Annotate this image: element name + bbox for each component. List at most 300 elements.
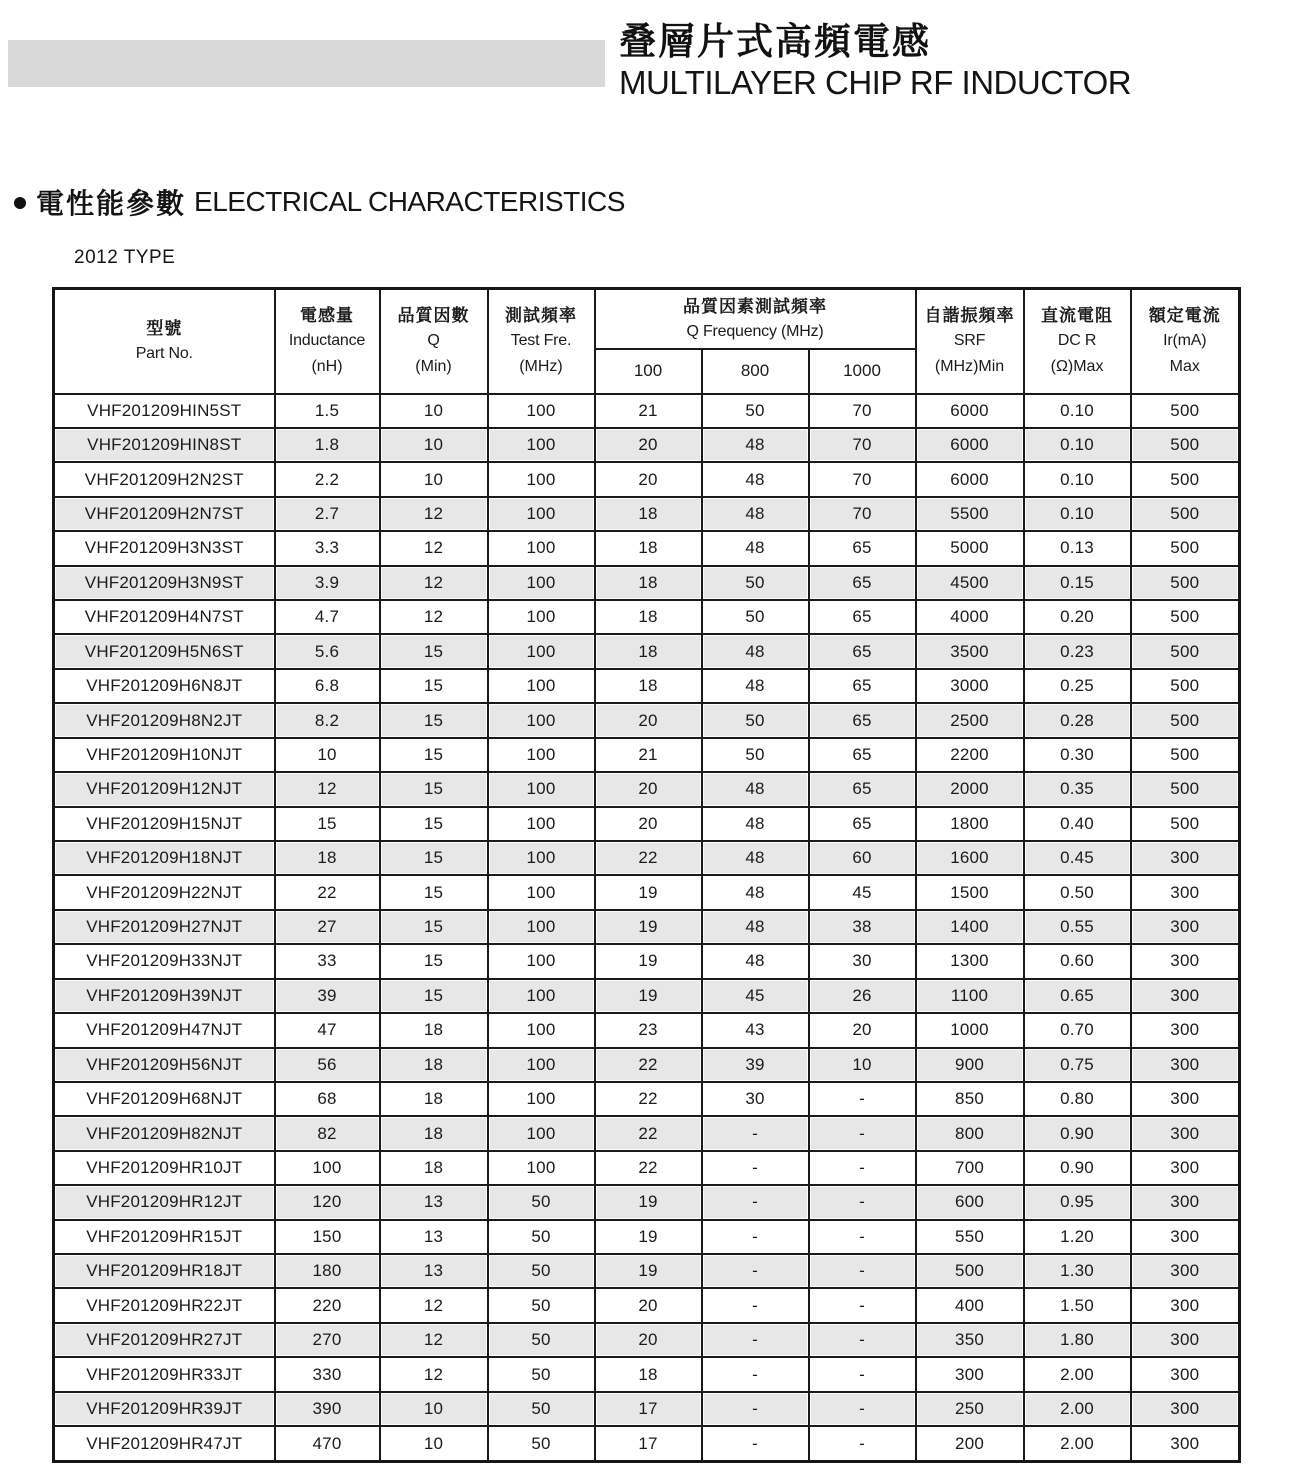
cell-value: 15 (380, 875, 488, 909)
title-chinese: 叠層片式高頻電感 (619, 21, 931, 62)
cell-value: 1.80 (1024, 1323, 1131, 1357)
cell-value: 15 (380, 979, 488, 1013)
cell-value: 70 (809, 428, 916, 462)
cell-value: 100 (488, 910, 595, 944)
cell-value: 0.95 (1024, 1185, 1131, 1219)
cell-value: 15 (380, 738, 488, 772)
table-row (54, 1116, 1240, 1150)
cell-part-no: VHF201209H8N2JT (54, 703, 275, 737)
cell-value: 0.65 (1024, 979, 1131, 1013)
cell-value: 390 (275, 1392, 380, 1426)
cell-value: 500 (1131, 394, 1240, 428)
cell-value: - (809, 1254, 916, 1288)
cell-value: 30 (809, 944, 916, 978)
cell-value: 270 (275, 1323, 380, 1357)
cell-value: 0.30 (1024, 738, 1131, 772)
table-row (54, 1392, 1240, 1426)
cell-value: 2.00 (1024, 1426, 1131, 1461)
cell-value: 0.10 (1024, 428, 1131, 462)
cell-value: 550 (916, 1220, 1024, 1254)
cell-value: 180 (275, 1254, 380, 1288)
q-label-en: Q (427, 332, 440, 350)
cell-value: 18 (595, 531, 702, 565)
cell-value: 39 (702, 1048, 809, 1082)
cell-value: 800 (916, 1116, 1024, 1150)
q-freq-group-label-en: Q Frequency (MHz) (686, 322, 824, 340)
column-header-part-no (54, 289, 275, 394)
cell-value: 30 (702, 1082, 809, 1116)
cell-value: 6000 (916, 462, 1024, 496)
cell-value: 2000 (916, 772, 1024, 806)
cell-value: 18 (595, 497, 702, 531)
cell-value: 0.80 (1024, 1082, 1131, 1116)
cell-part-no: VHF201209HIN8ST (54, 428, 275, 462)
cell-value: 20 (595, 462, 702, 496)
cell-value: 22 (595, 1048, 702, 1082)
cell-value: 0.75 (1024, 1048, 1131, 1082)
cell-value: 300 (1131, 910, 1240, 944)
cell-value: 48 (702, 462, 809, 496)
cell-value: 100 (488, 807, 595, 841)
cell-value: 10 (809, 1048, 916, 1082)
cell-value: - (702, 1357, 809, 1391)
cell-value: 100 (488, 703, 595, 737)
cell-value: 50 (488, 1323, 595, 1357)
cell-value: 12 (380, 1288, 488, 1322)
table-row (54, 738, 1240, 772)
cell-value: 18 (595, 566, 702, 600)
cell-value: 700 (916, 1151, 1024, 1185)
cell-value: 300 (1131, 1082, 1240, 1116)
cell-value: 100 (488, 669, 595, 703)
cell-value: - (809, 1116, 916, 1150)
section-heading-english: ELECTRICAL CHARACTERISTICS (194, 186, 625, 217)
cell-part-no: VHF201209H68NJT (54, 1082, 275, 1116)
cell-value: 70 (809, 497, 916, 531)
cell-value: 12 (380, 1323, 488, 1357)
section-heading (12, 182, 625, 222)
cell-value: 100 (488, 738, 595, 772)
cell-value: - (809, 1323, 916, 1357)
cell-value: 18 (380, 1082, 488, 1116)
cell-value: 82 (275, 1116, 380, 1150)
cell-value: 1.50 (1024, 1288, 1131, 1322)
cell-value: 18 (595, 634, 702, 668)
cell-value: 48 (702, 841, 809, 875)
cell-value: 1.30 (1024, 1254, 1131, 1288)
table-row (54, 1185, 1240, 1219)
cell-value: 4500 (916, 566, 1024, 600)
cell-part-no: VHF201209HR39JT (54, 1392, 275, 1426)
cell-value: - (809, 1357, 916, 1391)
cell-value: 500 (1131, 807, 1240, 841)
rated-current-label-zh: 額定電流 (1148, 306, 1221, 326)
cell-value: 100 (488, 634, 595, 668)
table-row (54, 462, 1240, 496)
part-no-label-en: Part No. (135, 345, 193, 363)
cell-value: 120 (275, 1185, 380, 1219)
cell-value: 17 (595, 1392, 702, 1426)
cell-value: 48 (702, 634, 809, 668)
cell-value: - (702, 1392, 809, 1426)
cell-value: 100 (488, 497, 595, 531)
cell-part-no: VHF201209H82NJT (54, 1116, 275, 1150)
cell-value: 45 (702, 979, 809, 1013)
table-row (54, 1220, 1240, 1254)
cell-part-no: VHF201209H15NJT (54, 807, 275, 841)
cell-value: 1.20 (1024, 1220, 1131, 1254)
cell-value: 48 (702, 944, 809, 978)
cell-value: 19 (595, 944, 702, 978)
table-row (54, 497, 1240, 531)
cell-value: 300 (1131, 1048, 1240, 1082)
cell-value: 50 (488, 1185, 595, 1219)
cell-value: 8.2 (275, 703, 380, 737)
cell-value: 6.8 (275, 669, 380, 703)
cell-value: 10 (275, 738, 380, 772)
title-english: MULTILAYER CHIP RF INDUCTOR (619, 64, 1132, 101)
cell-value: 12 (380, 600, 488, 634)
cell-value: 0.45 (1024, 841, 1131, 875)
cell-value: 5000 (916, 531, 1024, 565)
inductance-label-zh: 電感量 (300, 306, 354, 326)
table-row (54, 428, 1240, 462)
cell-value: 48 (702, 807, 809, 841)
cell-part-no: VHF201209HR22JT (54, 1288, 275, 1322)
cell-value: 48 (702, 772, 809, 806)
cell-value: 500 (1131, 497, 1240, 531)
cell-part-no: VHF201209HR47JT (54, 1426, 275, 1461)
cell-part-no: VHF201209H27NJT (54, 910, 275, 944)
table-row (54, 772, 1240, 806)
cell-value: 27 (275, 910, 380, 944)
cell-value: 1.8 (275, 428, 380, 462)
cell-value: 4.7 (275, 600, 380, 634)
cell-value: 13 (380, 1254, 488, 1288)
cell-value: - (809, 1426, 916, 1461)
cell-value: 65 (809, 807, 916, 841)
cell-part-no: VHF201209HR18JT (54, 1254, 275, 1288)
cell-part-no: VHF201209HR10JT (54, 1151, 275, 1185)
cell-value: 0.13 (1024, 531, 1131, 565)
cell-value: 1000 (916, 1013, 1024, 1047)
cell-value: 0.20 (1024, 600, 1131, 634)
cell-value: - (702, 1288, 809, 1322)
table-row (54, 600, 1240, 634)
cell-value: 2.00 (1024, 1392, 1131, 1426)
table-row (54, 1288, 1240, 1322)
cell-value: 13 (380, 1220, 488, 1254)
cell-value: 45 (809, 875, 916, 909)
cell-part-no: VHF201209H39NJT (54, 979, 275, 1013)
cell-value: 100 (488, 1048, 595, 1082)
cell-value: 39 (275, 979, 380, 1013)
table-row (54, 1082, 1240, 1116)
cell-value: 50 (488, 1288, 595, 1322)
cell-value: 12 (380, 566, 488, 600)
cell-value: 4000 (916, 600, 1024, 634)
cell-value: - (809, 1220, 916, 1254)
cell-part-no: VHF201209HIN5ST (54, 394, 275, 428)
cell-value: 300 (1131, 1323, 1240, 1357)
cell-value: 65 (809, 600, 916, 634)
cell-value: 15 (380, 944, 488, 978)
cell-value: 300 (1131, 841, 1240, 875)
cell-value: 100 (488, 1116, 595, 1150)
cell-value: 26 (809, 979, 916, 1013)
table-row (54, 875, 1240, 909)
cell-value: 0.10 (1024, 394, 1131, 428)
cell-value: 0.40 (1024, 807, 1131, 841)
cell-value: - (702, 1185, 809, 1219)
cell-value: 100 (488, 531, 595, 565)
cell-part-no: VHF201209HR27JT (54, 1323, 275, 1357)
cell-value: 15 (380, 634, 488, 668)
cell-value: 65 (809, 566, 916, 600)
cell-value: 10 (380, 1426, 488, 1461)
column-header-srf (916, 289, 1024, 394)
cell-value: 65 (809, 772, 916, 806)
cell-value: 500 (1131, 669, 1240, 703)
table-row (54, 841, 1240, 875)
cell-value: 56 (275, 1048, 380, 1082)
cell-value: 48 (702, 428, 809, 462)
cell-value: 220 (275, 1288, 380, 1322)
cell-value: 48 (702, 497, 809, 531)
dcr-unit: (Ω)Max (1050, 358, 1104, 376)
cell-value: 15 (275, 807, 380, 841)
cell-value: 2.2 (275, 462, 380, 496)
cell-value: 10 (380, 394, 488, 428)
cell-value: 19 (595, 1185, 702, 1219)
cell-value: 1300 (916, 944, 1024, 978)
rated-current-label-en: Ir(mA) (1163, 332, 1207, 350)
cell-value: 1400 (916, 910, 1024, 944)
table-row (54, 703, 1240, 737)
table-row (54, 1013, 1240, 1047)
cell-value: 300 (1131, 1392, 1240, 1426)
cell-value: 470 (275, 1426, 380, 1461)
table-row (54, 1357, 1240, 1391)
cell-value: 70 (809, 394, 916, 428)
cell-value: - (702, 1151, 809, 1185)
cell-value: 19 (595, 1220, 702, 1254)
cell-value: 500 (1131, 428, 1240, 462)
cell-value: 13 (380, 1185, 488, 1219)
cell-value: 60 (809, 841, 916, 875)
column-header-rated-current (1131, 289, 1240, 394)
subcolumn-header-1000mhz: 1000 (809, 349, 916, 394)
cell-value: 500 (1131, 738, 1240, 772)
cell-value: 20 (595, 1323, 702, 1357)
subcolumn-header-100mhz: 100 (595, 349, 702, 394)
cell-value: - (702, 1323, 809, 1357)
cell-value: - (702, 1116, 809, 1150)
cell-value: 0.70 (1024, 1013, 1131, 1047)
cell-part-no: VHF201209H3N9ST (54, 566, 275, 600)
cell-part-no: VHF201209H47NJT (54, 1013, 275, 1047)
cell-value: 0.23 (1024, 634, 1131, 668)
cell-value: 15 (380, 703, 488, 737)
cell-value: 20 (809, 1013, 916, 1047)
cell-value: 65 (809, 703, 916, 737)
cell-value: 50 (488, 1220, 595, 1254)
table-body (54, 394, 1240, 1462)
cell-value: 6000 (916, 428, 1024, 462)
cell-value: 300 (1131, 1151, 1240, 1185)
cell-value: 3000 (916, 669, 1024, 703)
cell-value: 100 (275, 1151, 380, 1185)
cell-value: - (809, 1151, 916, 1185)
cell-value: 500 (1131, 462, 1240, 496)
cell-value: 400 (916, 1288, 1024, 1322)
cell-value: 100 (488, 1013, 595, 1047)
cell-part-no: VHF201209H5N6ST (54, 634, 275, 668)
cell-value: 10 (380, 428, 488, 462)
table-row (54, 1323, 1240, 1357)
column-header-test-freq (488, 289, 595, 394)
cell-value: 300 (916, 1357, 1024, 1391)
cell-value: 15 (380, 669, 488, 703)
cell-value: 65 (809, 634, 916, 668)
table-row (54, 394, 1240, 428)
inductance-unit: (nH) (311, 358, 343, 376)
cell-value: 12 (380, 531, 488, 565)
cell-value: 100 (488, 394, 595, 428)
cell-value: 100 (488, 875, 595, 909)
cell-value: 21 (595, 738, 702, 772)
cell-value: 18 (595, 600, 702, 634)
cell-value: 500 (1131, 772, 1240, 806)
cell-part-no: VHF201209HR12JT (54, 1185, 275, 1219)
cell-value: 150 (275, 1220, 380, 1254)
q-freq-group-label-zh: 品質因素測試頻率 (683, 296, 828, 316)
cell-value: 22 (595, 1116, 702, 1150)
cell-value: 500 (1131, 531, 1240, 565)
cell-value: 22 (595, 1151, 702, 1185)
column-header-dcr (1024, 289, 1131, 394)
cell-value: 100 (488, 841, 595, 875)
cell-value: 48 (702, 910, 809, 944)
cell-value: 68 (275, 1082, 380, 1116)
cell-value: 50 (488, 1426, 595, 1461)
cell-part-no: VHF201209H56NJT (54, 1048, 275, 1082)
cell-value: 18 (275, 841, 380, 875)
cell-value: 500 (1131, 600, 1240, 634)
cell-value: 300 (1131, 1254, 1240, 1288)
table-row (54, 1151, 1240, 1185)
bullet-icon (14, 197, 26, 209)
cell-part-no: VHF201209H33NJT (54, 944, 275, 978)
cell-value: 100 (488, 462, 595, 496)
cell-value: 17 (595, 1426, 702, 1461)
cell-value: 2500 (916, 703, 1024, 737)
column-header-q-frequency-group (595, 289, 916, 349)
cell-value: 330 (275, 1357, 380, 1391)
section-heading-chinese: 電性能參數 (36, 188, 187, 219)
part-no-label-zh: 型號 (146, 319, 183, 339)
cell-value: 6000 (916, 394, 1024, 428)
cell-value: 100 (488, 1151, 595, 1185)
cell-value: 70 (809, 462, 916, 496)
cell-value: 500 (1131, 566, 1240, 600)
table-row (54, 910, 1240, 944)
cell-value: 300 (1131, 1220, 1240, 1254)
cell-value: 22 (595, 1082, 702, 1116)
table-row (54, 566, 1240, 600)
spec-table (52, 287, 1241, 1463)
cell-part-no: VHF201209HR15JT (54, 1220, 275, 1254)
srf-label-zh: 自諧振頻率 (924, 306, 1015, 326)
cell-value: 18 (380, 1116, 488, 1150)
cell-part-no: VHF201209H4N7ST (54, 600, 275, 634)
table-row (54, 634, 1240, 668)
cell-value: 20 (595, 807, 702, 841)
cell-value: 600 (916, 1185, 1024, 1219)
cell-value: 15 (380, 807, 488, 841)
cell-value: 18 (380, 1013, 488, 1047)
test-freq-label-zh: 測試頻率 (505, 306, 577, 326)
test-freq-label-en: Test Fre. (510, 332, 572, 350)
cell-value: 5.6 (275, 634, 380, 668)
cell-part-no: VHF201209H12NJT (54, 772, 275, 806)
cell-value: 300 (1131, 1357, 1240, 1391)
cell-value: 15 (380, 772, 488, 806)
inductance-label-en: Inductance (288, 332, 366, 350)
cell-value: 43 (702, 1013, 809, 1047)
cell-value: 500 (1131, 634, 1240, 668)
cell-value: 100 (488, 428, 595, 462)
cell-value: 100 (488, 1082, 595, 1116)
column-header-inductance (275, 289, 380, 394)
cell-part-no: VHF201209H3N3ST (54, 531, 275, 565)
cell-value: 19 (595, 910, 702, 944)
cell-value: 850 (916, 1082, 1024, 1116)
document-title (619, 20, 1131, 102)
cell-value: 65 (809, 531, 916, 565)
dcr-label-zh: 直流電阻 (1041, 306, 1114, 326)
srf-label-en: SRF (953, 332, 986, 350)
cell-value: 10 (380, 462, 488, 496)
cell-part-no: VHF201209H2N7ST (54, 497, 275, 531)
cell-part-no: VHF201209H2N2ST (54, 462, 275, 496)
cell-value: 0.25 (1024, 669, 1131, 703)
cell-value: 1500 (916, 875, 1024, 909)
cell-value: 38 (809, 910, 916, 944)
cell-value: 21 (595, 394, 702, 428)
cell-value: 2.7 (275, 497, 380, 531)
cell-value: 19 (595, 979, 702, 1013)
cell-value: 22 (275, 875, 380, 909)
cell-value: 0.60 (1024, 944, 1131, 978)
table-row (54, 979, 1240, 1013)
cell-value: 19 (595, 875, 702, 909)
cell-value: 19 (595, 1254, 702, 1288)
rated-current-unit: Max (1169, 358, 1200, 376)
cell-value: 50 (702, 566, 809, 600)
cell-value: 250 (916, 1392, 1024, 1426)
table-row (54, 1426, 1240, 1461)
cell-value: 300 (1131, 944, 1240, 978)
cell-value: 500 (916, 1254, 1024, 1288)
cell-value: - (702, 1220, 809, 1254)
cell-value: - (809, 1288, 916, 1322)
subcolumn-header-800mhz: 800 (702, 349, 809, 394)
cell-value: 48 (702, 669, 809, 703)
cell-value: 50 (702, 703, 809, 737)
cell-value: 2200 (916, 738, 1024, 772)
cell-value: 1.5 (275, 394, 380, 428)
